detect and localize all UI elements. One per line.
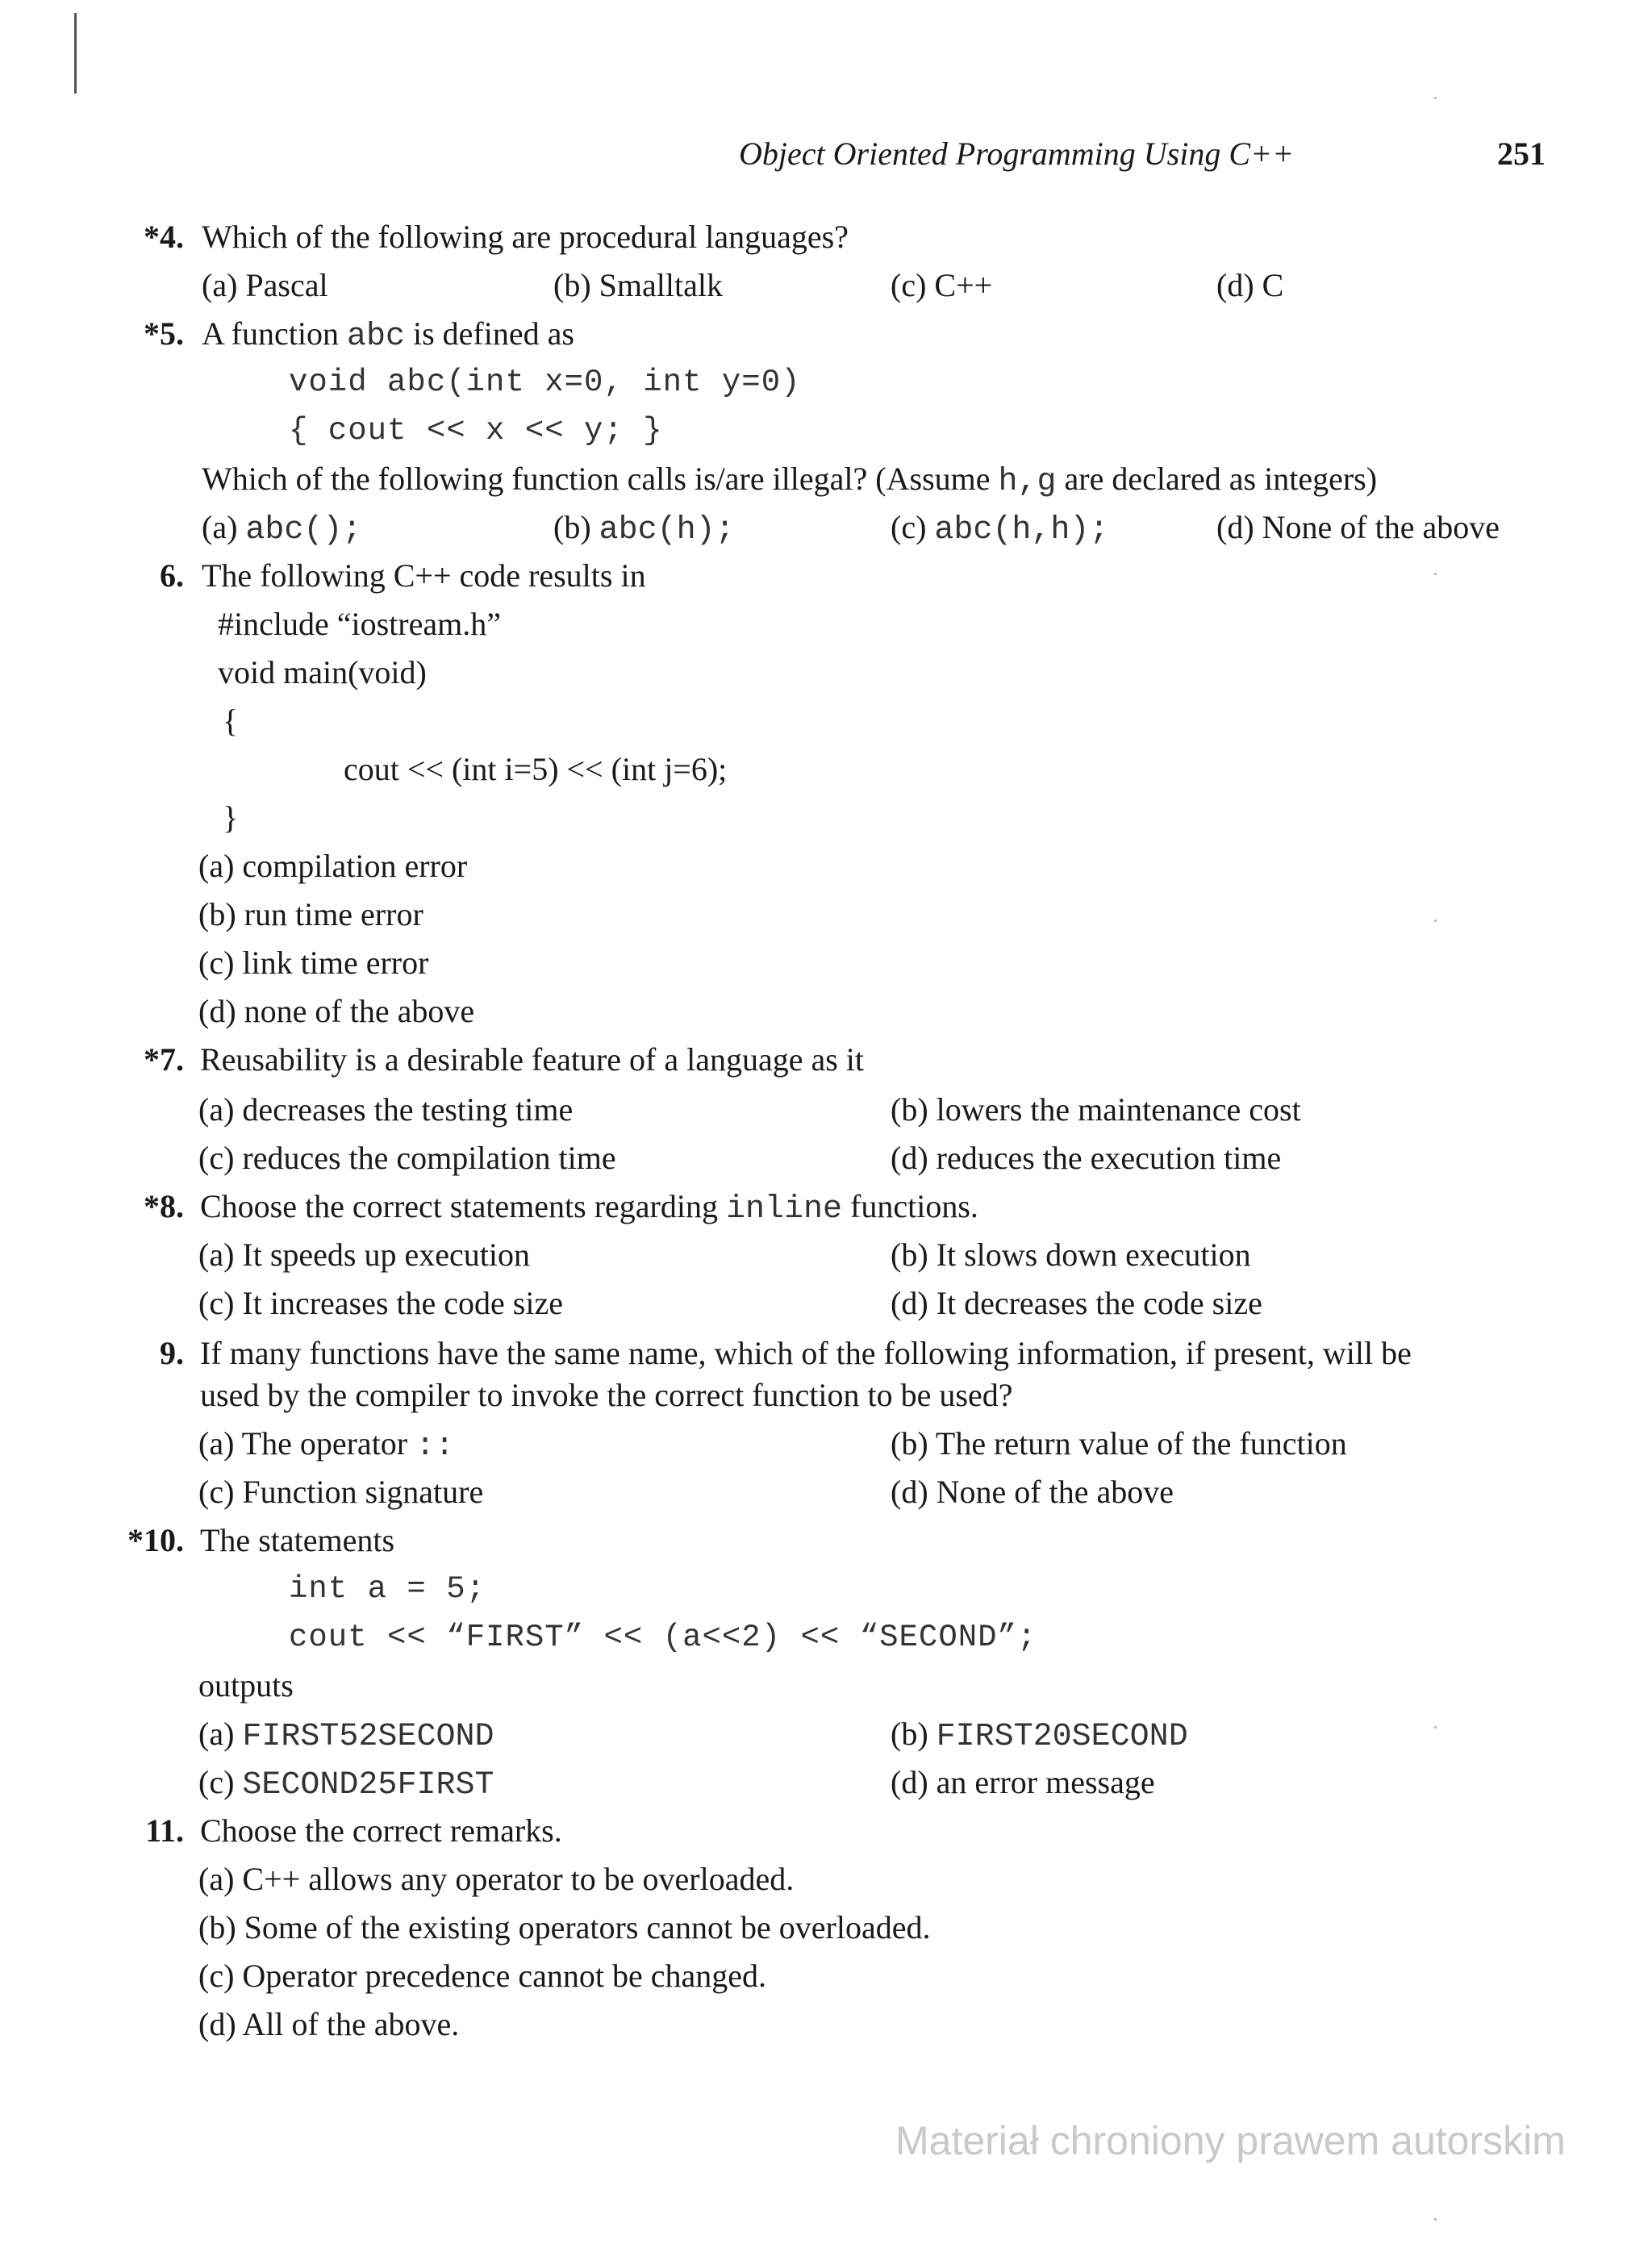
- option-d: (d) None of the above: [891, 1474, 1174, 1510]
- question-number: *5.: [144, 315, 184, 352]
- option-c: (c) SECOND25FIRST: [198, 1764, 494, 1804]
- code-line: int a = 5;: [289, 1571, 486, 1607]
- option-a: (a) The operator ::: [198, 1425, 455, 1465]
- option-c: (c) It increases the code size: [198, 1285, 563, 1321]
- option-d: (d) reduces the execution time: [891, 1140, 1282, 1176]
- option-d: (d) an error message: [891, 1764, 1155, 1800]
- question-number: 9.: [160, 1335, 184, 1371]
- question-number: 6.: [160, 557, 184, 594]
- option-b: (b) Some of the existing operators cannot be overloaded.: [198, 1909, 931, 1945]
- question-number: *10.: [127, 1522, 184, 1558]
- scan-speck: [1434, 1726, 1437, 1729]
- code-line: void abc(int x=0, int y=0): [289, 365, 801, 400]
- scan-speck: [1434, 97, 1437, 99]
- scan-speck: [1434, 2218, 1437, 2221]
- question-number: *8.: [144, 1188, 184, 1224]
- option-d: (d) It decreases the code size: [891, 1285, 1262, 1321]
- scan-edge-mark: [74, 13, 77, 94]
- question-text: used by the compiler to invoke the correct function to be used?: [200, 1377, 1013, 1413]
- option-a: (a) It speeds up execution: [198, 1237, 530, 1273]
- option-b: (b) abc(h);: [553, 509, 735, 548]
- question-text: If many functions have the same name, which of the following information, if present, will be: [200, 1335, 1412, 1371]
- question-number: *4.: [144, 219, 184, 255]
- code-line: }: [223, 799, 239, 836]
- code-line: {: [223, 703, 239, 739]
- question-text: A function abc is defined as: [202, 315, 574, 355]
- code-line: cout << “FIRST” << (a<<2) << “SECOND”;: [289, 1620, 1037, 1655]
- question-text: Which of the following are procedural languages?: [202, 219, 849, 255]
- option-d: (d) All of the above.: [198, 2006, 460, 2042]
- option-d: (d) none of the above: [198, 993, 475, 1029]
- page-number: 251: [1497, 136, 1546, 172]
- question-number: *7.: [144, 1041, 184, 1078]
- option-c: (c) reduces the compilation time: [198, 1140, 616, 1176]
- option-b: (b) Smalltalk: [553, 267, 723, 303]
- option-b: (b) lowers the maintenance cost: [891, 1091, 1301, 1128]
- option-b: (b) It slows down execution: [891, 1237, 1251, 1273]
- running-title: Object Oriented Programming Using C++: [739, 136, 1295, 172]
- code-line: #include “iostream.h”: [218, 606, 501, 642]
- option-c: (c) C++: [891, 267, 993, 303]
- option-c: (c) Function signature: [198, 1474, 484, 1510]
- option-c: (c) Operator precedence cannot be changed.: [198, 1958, 767, 1994]
- option-a: (a) compilation error: [198, 848, 468, 884]
- option-b: (b) FIRST20SECOND: [891, 1716, 1188, 1755]
- scan-speck: [1434, 573, 1437, 575]
- question-text: outputs: [198, 1667, 294, 1704]
- question-text: Reusability is a desirable feature of a language as it: [200, 1041, 865, 1078]
- option-a: (a) abc();: [202, 509, 362, 548]
- option-b: (b) The return value of the function: [891, 1425, 1347, 1462]
- option-d: (d) C: [1216, 267, 1284, 303]
- question-number: 11.: [145, 1812, 184, 1849]
- code-line: { cout << x << y; }: [289, 413, 663, 448]
- option-c: (c) abc(h,h);: [891, 509, 1109, 548]
- question-text: The statements: [200, 1522, 395, 1558]
- option-a: (a) FIRST52SECOND: [198, 1716, 494, 1755]
- code-line: cout << (int i=5) << (int j=6);: [344, 751, 728, 787]
- question-text: Choose the correct remarks.: [200, 1812, 562, 1849]
- option-b: (b) run time error: [198, 896, 423, 932]
- option-a: (a) Pascal: [202, 267, 328, 303]
- option-a: (a) C++ allows any operator to be overloaded.: [198, 1861, 795, 1897]
- option-d: (d) None of the above: [1216, 509, 1500, 545]
- scan-speck: [1434, 920, 1437, 922]
- option-a: (a) decreases the testing time: [198, 1091, 574, 1128]
- question-text: Choose the correct statements regarding inline functions.: [200, 1188, 978, 1228]
- code-line: void main(void): [218, 654, 427, 690]
- question-text: The following C++ code results in: [202, 557, 646, 594]
- copyright-watermark: Materiał chroniony prawem autorskim: [895, 2118, 1566, 2163]
- option-c: (c) link time error: [198, 945, 429, 981]
- question-text: Which of the following function calls is/are illegal? (Assume h,g are declared as integers): [202, 461, 1378, 500]
